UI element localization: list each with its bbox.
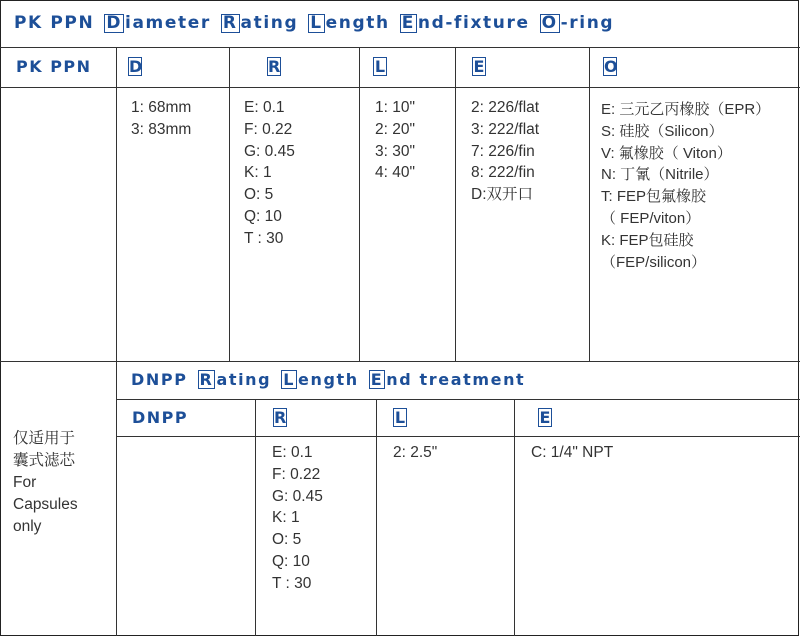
dnpp-col-l: L — [394, 408, 406, 427]
dnpp-col-r: R — [274, 408, 287, 427]
list-item: D:双开口 — [471, 186, 534, 204]
title-word-length: L ength — [310, 13, 390, 33]
list-item: S: 硅胶（Silicon） — [601, 122, 724, 140]
dnpp-length-list — [393, 442, 437, 464]
title-word-rating: R ating — [222, 13, 299, 33]
list-item: 3: 30" — [375, 142, 415, 160]
rule-col-r — [229, 47, 230, 361]
list-item: 4: 40" — [375, 164, 415, 182]
pk-length-list — [375, 97, 415, 184]
list-item: 2: 20" — [375, 120, 415, 138]
rule-title-bottom — [0, 47, 800, 48]
title-word-diameter: D iameter — [106, 13, 211, 33]
rule-col-e — [455, 47, 456, 361]
note-line: only — [13, 518, 42, 535]
list-item: K: 1 — [272, 509, 300, 527]
rule-dnpp-col-l — [376, 399, 377, 636]
list-item: G: 0.45 — [272, 487, 323, 505]
rule-pk-section-bottom — [0, 361, 800, 362]
pk-o-ring-list — [601, 99, 770, 273]
rule-dnpp-header-bottom — [116, 436, 800, 437]
rule-dnpp-col-r — [255, 399, 256, 636]
list-item: C: 1/4" NPT — [531, 444, 614, 461]
dnpp-title-prefix: DNPP — [131, 370, 188, 389]
dnpp-end-treatment-list — [531, 442, 613, 464]
dnpp-col-e: E — [539, 408, 551, 427]
list-item: T: FEP包氟橡胶 — [601, 188, 707, 206]
list-item: T : 30 — [244, 229, 284, 247]
list-item: T : 30 — [272, 574, 312, 592]
note-line: Capsules — [13, 496, 78, 513]
list-item: 2: 2.5" — [393, 444, 438, 461]
dnpp-title-word-length: L ength — [283, 370, 359, 389]
note-line: 仅适用于 — [13, 430, 76, 447]
list-item: 8: 222/fin — [471, 164, 535, 182]
title-word-o-ring: O -ring — [541, 13, 615, 33]
list-item: O: 5 — [272, 531, 302, 549]
list-item: V: 氟橡胶（ Viton） — [601, 144, 732, 162]
dnpp-rating-list — [272, 442, 323, 595]
list-item: K: 1 — [244, 164, 272, 182]
dnpp-title-word-end-treatment: E nd treatment — [370, 370, 526, 389]
pk-col-e: E — [473, 57, 485, 76]
pk-col-l: L — [374, 57, 386, 76]
pk-col-o: O — [604, 57, 618, 76]
note-line: For — [13, 474, 37, 491]
pk-col-d: D — [129, 57, 143, 76]
list-item: Q: 10 — [272, 552, 310, 570]
pk-code-label: PK PPN — [16, 57, 92, 76]
list-item: E: 三元乙丙橡胶（EPR） — [601, 101, 771, 118]
list-item: 2: 226/flat — [471, 99, 540, 116]
dnpp-title-word-rating: R ating — [199, 370, 272, 389]
list-item: F: 0.22 — [244, 120, 293, 138]
list-item: F: 0.22 — [272, 465, 321, 483]
list-item: 3: 222/flat — [471, 120, 540, 138]
list-item: G: 0.45 — [244, 142, 295, 160]
list-item: 7: 226/fin — [471, 142, 535, 160]
pk-diameter-list — [131, 97, 191, 141]
list-item: K: FEP包硅胶 — [601, 231, 694, 249]
dnpp-title — [131, 370, 535, 389]
list-item: O: 5 — [244, 186, 274, 204]
dnpp-code-label: DNPP — [132, 408, 189, 427]
list-item: 1: 10" — [375, 99, 415, 116]
list-item: （ FEP/viton） — [601, 209, 701, 227]
rule-pk-header-bottom — [0, 87, 800, 88]
pk-end-fixture-list — [471, 97, 539, 206]
rule-col-l — [359, 47, 360, 361]
list-item: E: 0.1 — [244, 99, 285, 116]
note-line: 囊式滤芯 — [13, 452, 76, 469]
pk-col-r: R — [268, 57, 281, 76]
list-item: E: 0.1 — [272, 444, 313, 461]
list-item: 3: 83mm — [131, 120, 192, 138]
list-item: Q: 10 — [244, 207, 282, 225]
pk-rating-list — [244, 97, 295, 250]
rule-col-o — [589, 47, 590, 361]
list-item: 1: 68mm — [131, 99, 192, 116]
title-word-end-fixture: E nd-fixture — [401, 13, 530, 33]
list-item: （FEP/silicon） — [601, 253, 707, 271]
list-item: N: 丁氰（Nitrile） — [601, 166, 719, 184]
rule-col-code — [116, 47, 117, 636]
main-title — [14, 13, 624, 33]
rule-dnpp-col-e — [514, 399, 515, 636]
capsules-only-note — [13, 428, 113, 538]
rule-dnpp-title-bottom — [116, 399, 800, 400]
title-prefix: PK PPN — [14, 13, 95, 33]
